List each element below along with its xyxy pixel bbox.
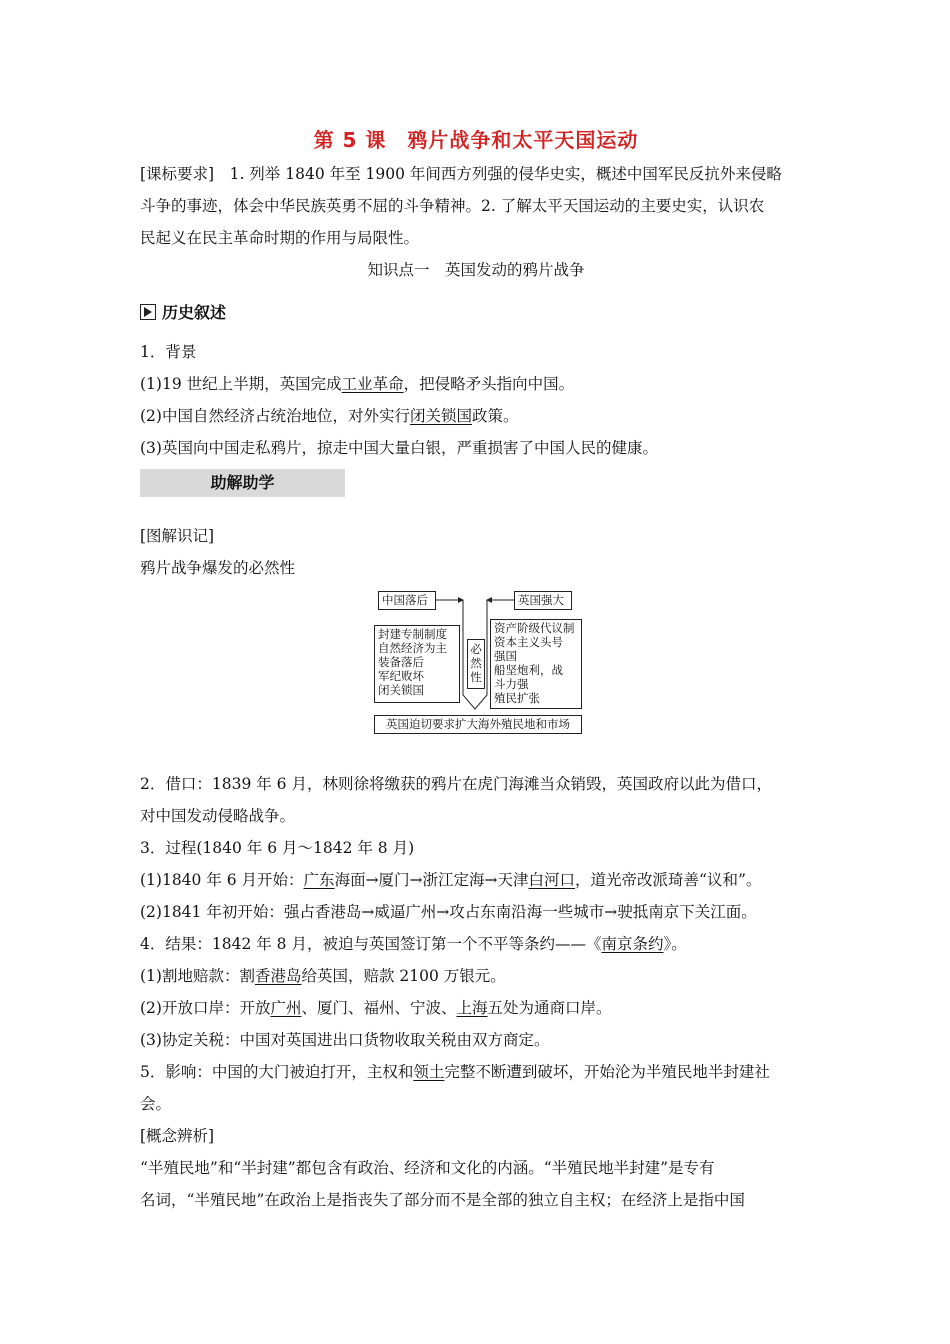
section-heading-text: 历史叙述 [162, 303, 227, 322]
knowledge-point-heading: 知识点一 英国发动的鸦片战争 [367, 261, 585, 279]
diagram-right-title: 英国强大 [514, 591, 572, 610]
concept-line-1: “半殖民地”和“半封建”都包含有政治、经济和文化的内涵。“半殖民地半封建”是专有 [140, 1159, 715, 1177]
background-item-2: (2)中国自然经济占统治地位，对外实行闭关锁国政策。 [140, 407, 519, 425]
excuse-line-2: 对中国发动侵略战争。 [140, 807, 296, 825]
impact-line-2: 会。 [140, 1095, 172, 1113]
background-item-3: (3)英国向中国走私鸦片，掠走中国大量白银，严重损害了中国人民的健康。 [140, 439, 658, 457]
requirement-line-2: 斗争的事迹，体会中华民族英勇不屈的斗争精神。2. 了解太平天国运动的主要史实，认识农 [140, 197, 765, 215]
diagram-bottom: 英国迫切要求扩大海外殖民地和市场 [374, 715, 582, 734]
section-heading [140, 300, 226, 323]
result-item-3: (3)协定关税：中国对英国进出口货物收取关税由双方商定。 [140, 1031, 550, 1049]
concept-label: [概念辨析] [140, 1127, 215, 1145]
lesson-title: 第 5 课 鸦片战争和太平天国运动 [313, 128, 639, 152]
result-item-2: (2)开放口岸：开放广州、厦门、福州、宁波、上海五处为通商口岸。 [140, 999, 612, 1017]
requirement-line-1: [课标要求] 1. 列举 1840 年至 1900 年间西方列强的侵华史实，概述中国军民反抗外来侵略 [140, 165, 782, 183]
help-band: 助解助学 [140, 469, 345, 497]
concept-line-2: 名词，“半殖民地”在政治上是指丧失了部分而不是全部的独立自主权；在经济上是指中国 [140, 1191, 745, 1209]
necessity-diagram [374, 587, 582, 735]
diagram-left-title: 中国落后 [378, 591, 436, 610]
requirement-line-3: 民起义在民主革命时期的作用与局限性。 [140, 229, 420, 247]
process-item-1: (1)1840 年 6 月开始：广东海面→厦门→浙江定海→天津白河口，道光帝改派琦善“议和”。 [140, 871, 762, 889]
result-item-1: (1)割地赔款：割香港岛给英国，赔款 2100 万银元。 [140, 967, 506, 985]
process-heading: 3．过程(1840 年 6 月～1842 年 8 月) [140, 839, 415, 857]
diagram-left-list: 封建专制制度 自然经济为主 装备落后 军纪败坏 闭关锁国 [374, 625, 460, 703]
impact-line-1: 5．影响：中国的大门被迫打开，主权和领土完整不断遭到破坏，开始沦为半殖民地半封建社 [140, 1063, 770, 1081]
diagram-middle: 必 然 性 [467, 639, 485, 689]
diagram-right-list: 资产阶级代议制 资本主义头号 强国 船坚炮利，战 斗力强 殖民扩张 [490, 619, 582, 709]
background-heading: 1．背景 [140, 343, 197, 361]
background-item-1: (1)19 世纪上半期，英国完成工业革命，把侵略矛头指向中国。 [140, 375, 575, 393]
play-triangle-icon [140, 304, 156, 320]
process-item-2: (2)1841 年初开始：强占香港岛→威逼广州→攻占东南沿海一些城市→驶抵南京下关江面。 [140, 903, 757, 921]
excuse-line-1: 2．借口：1839 年 6 月，林则徐将缴获的鸦片在虎门海滩当众销毁，英国政府以此为借口， [140, 775, 772, 793]
result-heading: 4．结果：1842 年 8 月，被迫与英国签订第一个不平等条约——《南京条约》。 [140, 935, 687, 953]
diagram-caption: 鸦片战争爆发的必然性 [140, 559, 296, 577]
diagram-label: [图解识记] [140, 527, 215, 545]
